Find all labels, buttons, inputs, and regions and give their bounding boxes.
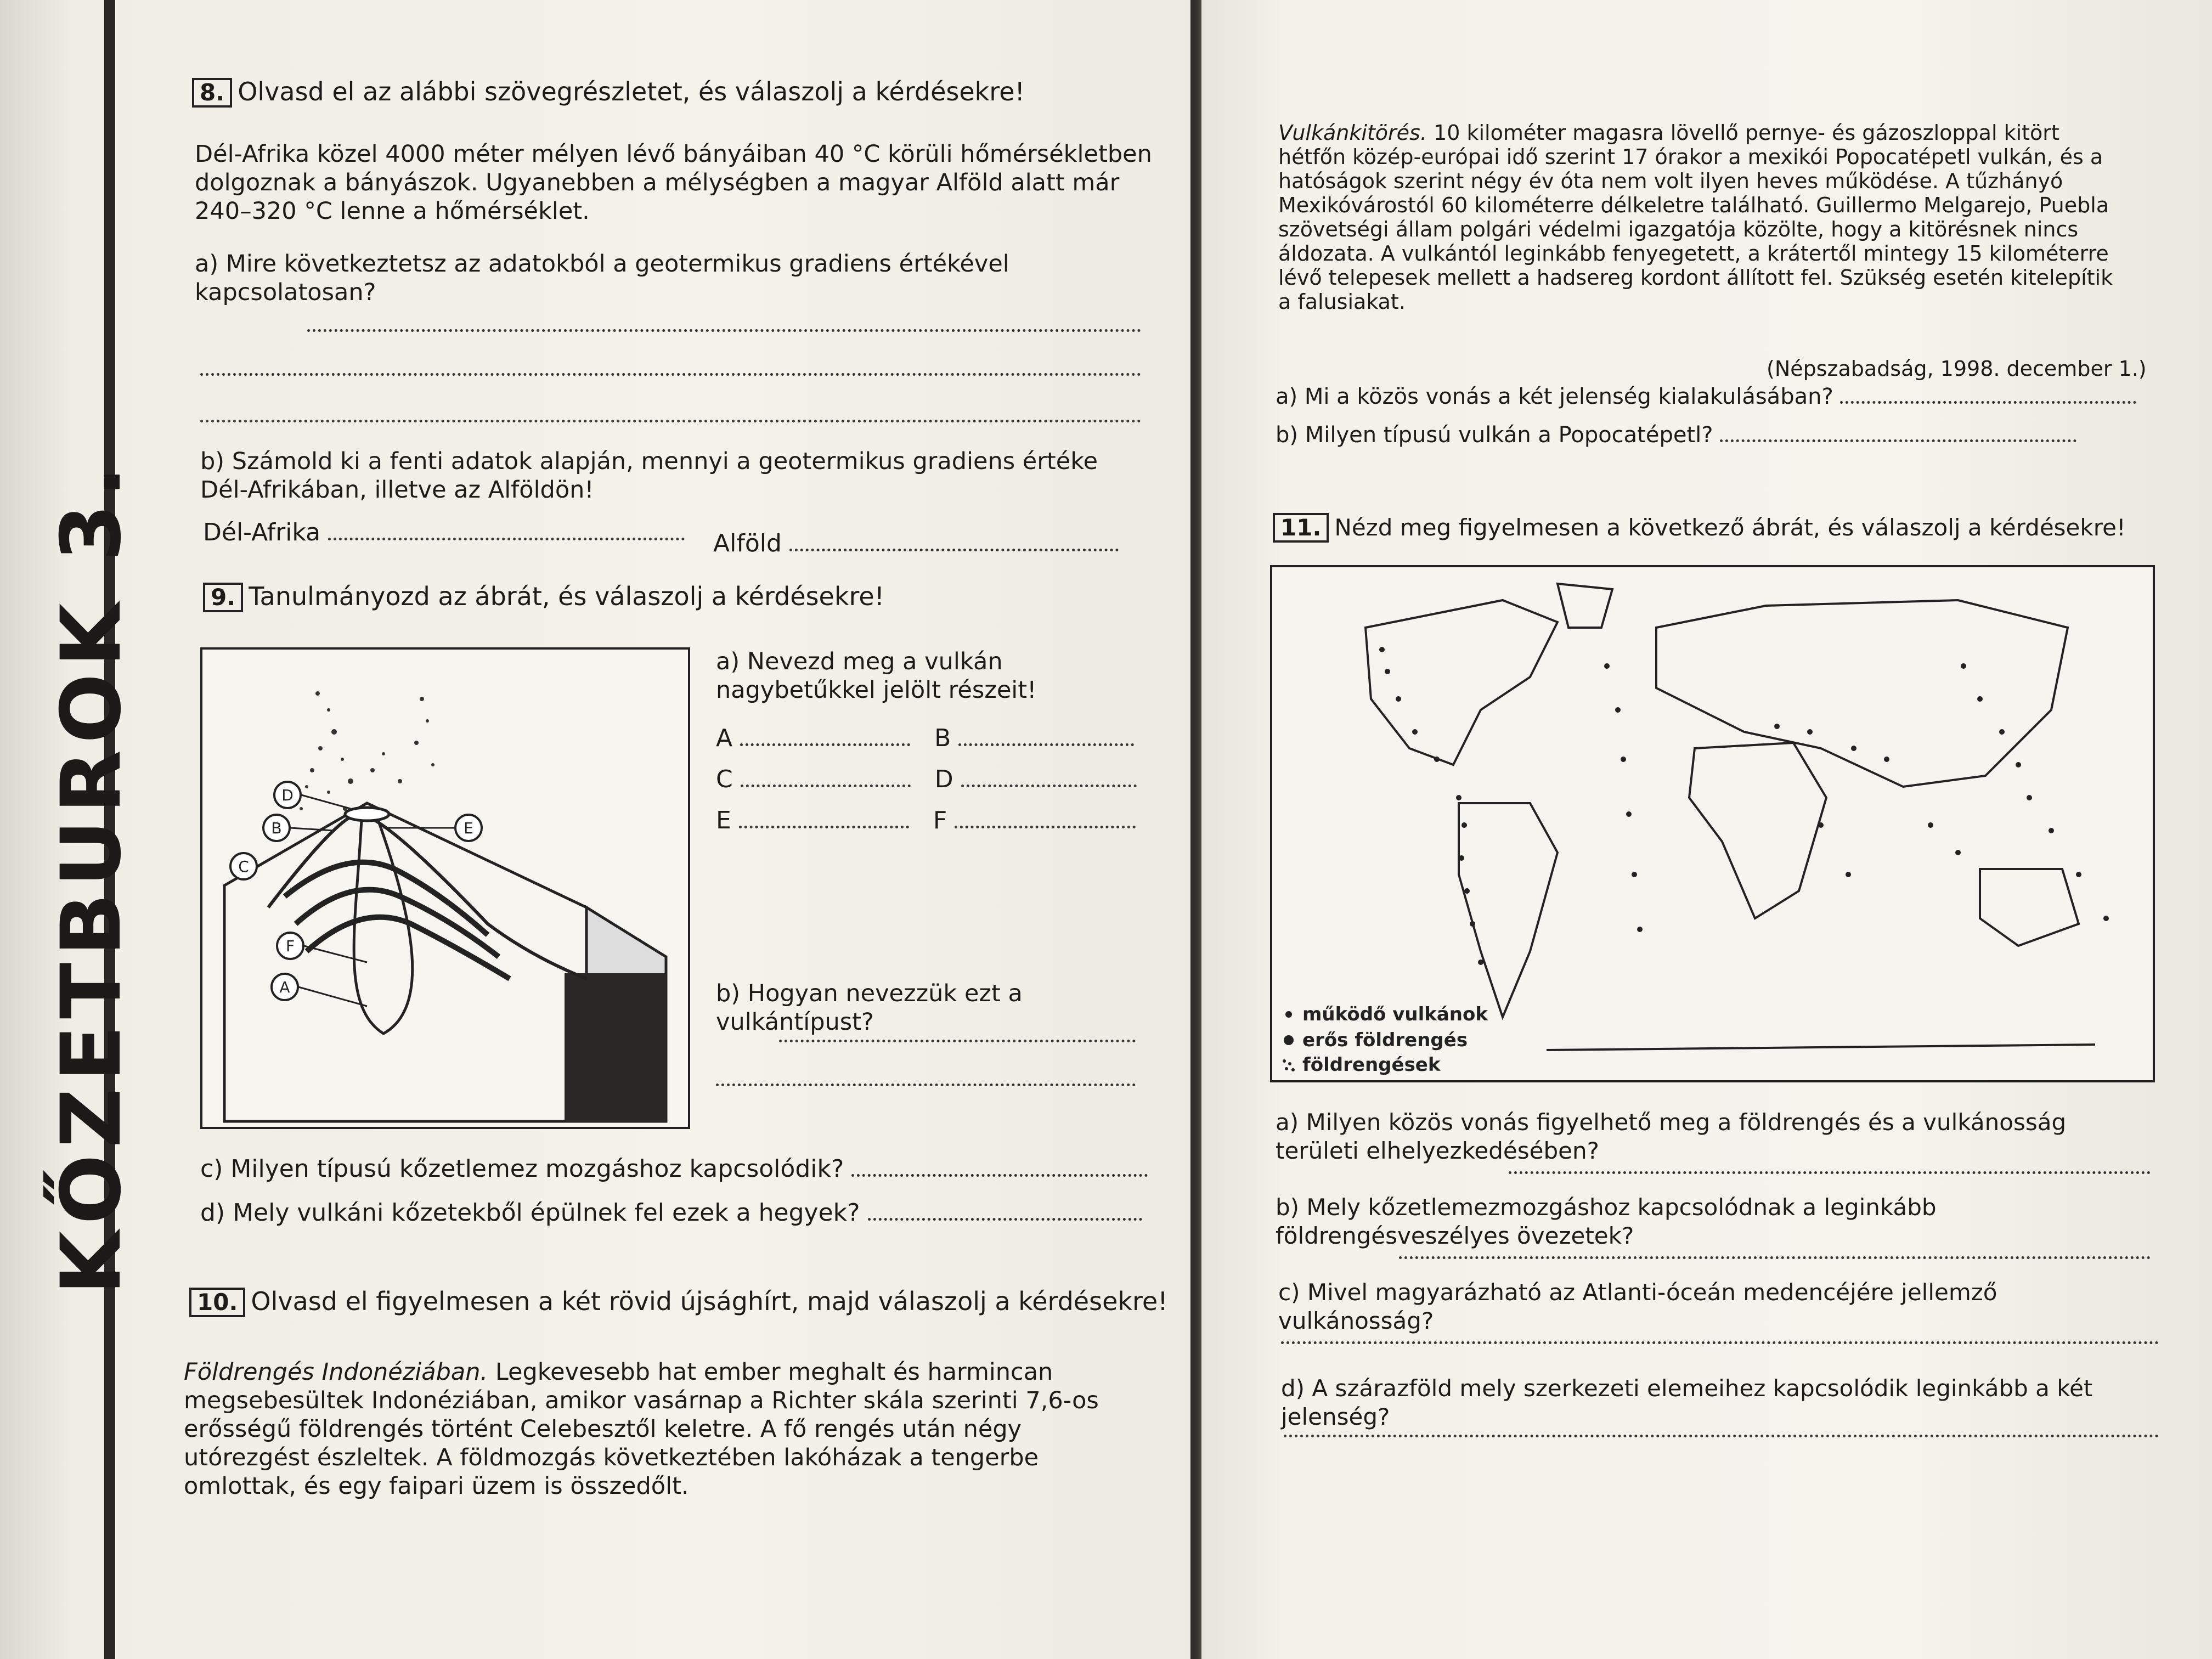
q11-title-text: Nézd meg figyelmesen a következő ábrát, és válaszolj a kérdésekre! (1334, 514, 2126, 541)
continents (1365, 584, 2095, 1050)
q8-a-answer-line-2[interactable] (200, 373, 1141, 376)
q10-b-text: b) Milyen típusú vulkán a Popocatépetl? (1276, 422, 1713, 448)
q11-c-answer-line[interactable] (1281, 1341, 2159, 1344)
q8-text: Dél-Afrika közel 4000 méter mélyen lévő bányáiban 40 °C körüli hőmérsékletben dolgoznak a bányászok. Ugyanebben a mélységben a magyar Alföld alatt már 240–320 °C lenne a hőmérséklet. (195, 140, 1152, 225)
q10-news2-text: 10 kilométer magasra lövellő pernye- és gázoszloppal kitört hétfőn közép-európai idő szerint 17 órakor a mexikói Popocatépetl vulkán, és a hatóságok szerint négy év óta nem volt ilyen heves működése. A tűzhányó Mexikóvárostól 60 kilométerre délkeletre található. Guillermo Melgarejo, Puebla szövetségi állam polgári védelmi igazgatója közölte, hogy a kitörésnek nincs áldozata. A vulkántól leginkább fenyegetett, a krátertől mintegy 15 kilométerre lévő telepesek mellett a hadsereg kordont állított fel. Szükség esetén kitelepítik a falusiakat. (1278, 121, 2113, 314)
ash-cloud (300, 691, 435, 811)
q8-a-text: a) Mire következtetsz az adatokból a geotermikus gradiens értékével kapcsolatosan? (195, 250, 1009, 306)
q10-news2 (1278, 121, 2123, 314)
label-C: C (238, 857, 249, 876)
label-E: E (464, 819, 473, 837)
north-america (1365, 600, 1558, 765)
q9-answer-C[interactable] (741, 779, 911, 787)
q9-letter-A: A (716, 724, 733, 752)
africa (1689, 743, 1826, 918)
q10-source: (Népszabadság, 1998. december 1.) (1767, 357, 2147, 381)
q11-d-answer-line[interactable] (1284, 1435, 2159, 1437)
q9-letter-C: C (716, 765, 733, 793)
q9-c-row (200, 1155, 1148, 1183)
q8-a (195, 250, 1138, 307)
q8-alfold-label: Alföld (713, 529, 782, 557)
q8-b: b) Számold ki a fenti adatok alapján, mennyi a geotermikus gradiens értéke Dél-Afrikában, illetve az Alföldön! (200, 448, 1098, 504)
q11-title (1273, 513, 2126, 543)
q10-news1-head: Földrengés Indonéziában. (184, 1358, 488, 1386)
q9-number: 9. (203, 583, 243, 612)
legend-earthquakes: földrengések (1302, 1054, 1441, 1076)
q11-b: b) Mely kőzetlemezmozgáshoz kapcsolódnak a leginkább földrengésveszélyes övezetek? (1276, 1194, 1937, 1249)
q8-sa-label: Dél-Afrika (203, 518, 321, 546)
q9-letter-E: E (716, 806, 731, 834)
q10-title-text: Olvasd el figyelmesen a két rövid újsághírt, majd válaszolj a kérdésekre! (251, 1286, 1168, 1316)
q8-a-answer-line-3[interactable] (200, 420, 1141, 422)
q9-answer-F[interactable] (955, 820, 1136, 828)
q9-a: a) Nevezd meg a vulkán nagybetűkkel jelölt részeit! (716, 648, 1037, 704)
australia (1980, 869, 2079, 946)
label-B: B (271, 819, 282, 837)
q9-letter-F: F (933, 806, 947, 834)
q11-a-answer-line[interactable] (1509, 1171, 2151, 1174)
q8-alfold-answer[interactable] (789, 543, 1119, 551)
q10-news2-head: Vulkánkitörés. (1278, 121, 1427, 145)
q10-number: 10. (189, 1288, 245, 1317)
q8-a-answer-line[interactable] (307, 329, 1141, 332)
chapter-title: KŐZETBUROK 3. (44, 459, 139, 1295)
q9-answer-B[interactable] (958, 738, 1134, 746)
q8-sa-row (203, 518, 685, 546)
world-map-figure (1270, 565, 2155, 1082)
right-page (1201, 0, 2212, 1659)
antarctica (1547, 1045, 2095, 1050)
q9-answer-E[interactable] (739, 820, 909, 828)
world-map (1272, 567, 2153, 1080)
q10-title (189, 1286, 1168, 1317)
q11-a: a) Milyen közös vonás figyelhető meg a földrengés és a vulkánosság területi elhelyezkedésében? (1276, 1109, 2067, 1164)
q9-title-text: Tanulmányozd az ábrát, és válaszolj a kérdésekre! (249, 582, 885, 611)
q11-c: c) Mivel magyarázható az Atlanti-óceán medencéjére jellemző vulkánosság? (1278, 1279, 1997, 1334)
q9-row-cd (716, 765, 1137, 793)
q11-b-answer-line[interactable] (1399, 1256, 2151, 1259)
eurasia (1656, 600, 2068, 787)
q9-d-answer[interactable] (868, 1212, 1142, 1221)
q9-answer-A[interactable] (740, 738, 910, 746)
q10-a-text: a) Mi a közös vonás a két jelenség kialakulásában? (1276, 384, 1833, 409)
q9-title (203, 582, 884, 612)
volcano-figure (200, 647, 690, 1129)
q9-b-answer-line[interactable] (779, 1040, 1136, 1042)
q10-b-answer[interactable] (1720, 434, 2076, 442)
q8-title-text: Olvasd el az alábbi szövegrészletet, és válaszolj a kérdésekre! (238, 77, 1025, 106)
q8-title (192, 77, 1025, 108)
earthquake-dots (1379, 647, 2109, 965)
q9-c-answer[interactable] (851, 1169, 1148, 1177)
q9-c-text: c) Milyen típusú kőzetlemez mozgáshoz kapcsolódik? (200, 1155, 844, 1183)
q10-news1-text: Legkevesebb hat ember meghalt és harmincan megsebesültek Indonéziában, amikor vasárnap a Richter skála szerinti 7,6-os erősségű földrengés történt Celebesztől keletre. A fő rengés után négy utórezgést észleltek. A földmozgás következtében lakóházak a tengerbe omlottak, és egy faipari üzem is összedőlt. (184, 1358, 1099, 1500)
label-A: A (279, 978, 290, 996)
q9-row-ef (716, 806, 1136, 834)
q8-number: 8. (192, 78, 232, 108)
q10-b-row (1276, 422, 2076, 448)
q9-b: b) Hogyan nevezzük ezt a vulkántípust? (716, 980, 1023, 1036)
label-F: F (285, 937, 295, 955)
q9-letter-D: D (934, 765, 953, 793)
q8-alfold-row (713, 529, 1119, 557)
q9-b-answer-line-2[interactable] (716, 1084, 1136, 1086)
q9-d-row (200, 1199, 1142, 1227)
q11-d: d) A szárazföld mely szerkezeti elemeihez kapcsolódik leginkább a két jelenség? (1281, 1375, 2093, 1430)
q9-answer-D[interactable] (961, 779, 1137, 787)
q9-row-ab (716, 724, 1134, 752)
legend-strong-earthquake: erős földrengés (1302, 1029, 1468, 1051)
q8-sa-answer[interactable] (328, 532, 685, 540)
q10-news1 (184, 1358, 1138, 1500)
south-america (1459, 803, 1558, 1017)
q10-a-answer[interactable] (1840, 396, 2136, 404)
label-D: D (281, 786, 294, 804)
q9-letter-B: B (934, 724, 951, 752)
volcano-illustration (202, 650, 688, 1127)
q11-number: 11. (1273, 513, 1329, 543)
map-legend (1283, 1003, 1488, 1076)
q10-a-row (1276, 384, 2136, 409)
q9-d-text: d) Mely vulkáni kőzetekből épülnek fel ezek a hegyek? (200, 1199, 860, 1227)
greenland (1558, 584, 1612, 628)
legend-active-volcanoes: működő vulkánok (1302, 1003, 1488, 1025)
